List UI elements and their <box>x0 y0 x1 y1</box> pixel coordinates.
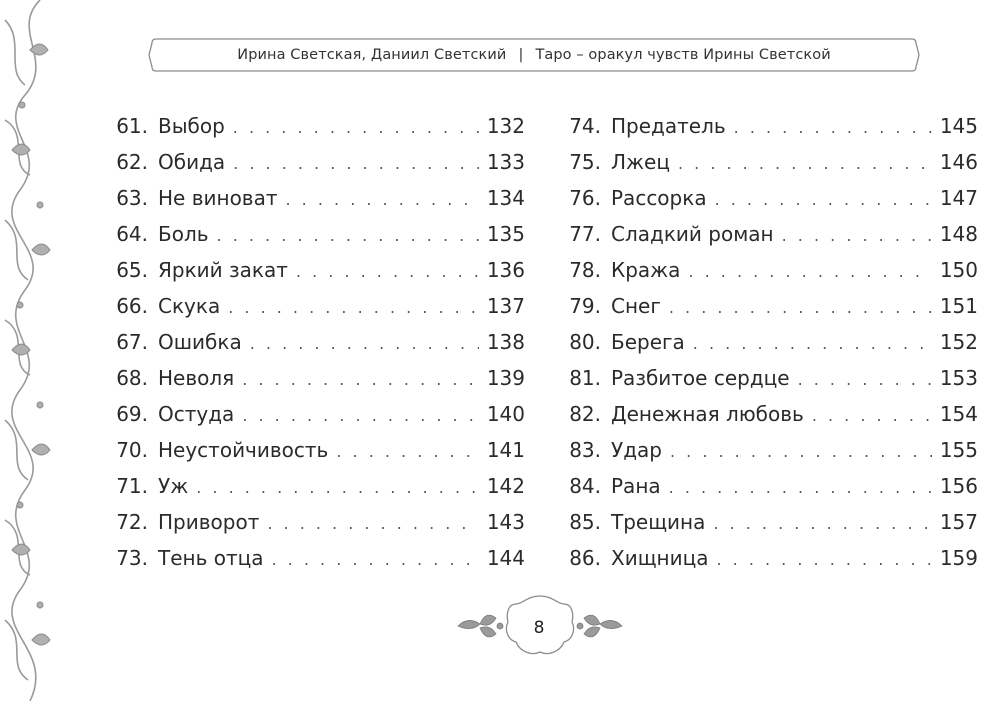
toc-leader-dots <box>688 254 931 290</box>
toc-entry <box>553 324 978 360</box>
toc-entry <box>553 396 978 432</box>
toc-entry <box>100 180 525 216</box>
toc-entry-page: 159 <box>939 546 978 570</box>
toc-entry-page: 146 <box>939 150 978 174</box>
toc-entry <box>553 252 978 288</box>
toc-entry-title: Трещина <box>611 510 706 534</box>
toc-entry <box>100 252 525 288</box>
toc-entry-number: 65. <box>116 258 148 282</box>
toc-entry-title: Скука <box>158 294 221 318</box>
toc-entry-page: 133 <box>486 150 525 174</box>
header-book-title: Таро – оракул чувств Ирины Светской <box>535 47 831 63</box>
toc-entry-page: 141 <box>486 438 525 462</box>
toc-entry-number: 61. <box>116 114 148 138</box>
toc-entry-number: 77. <box>569 222 601 246</box>
toc-entry-title: Ошибка <box>158 330 242 354</box>
toc-entry-page: 150 <box>939 258 978 282</box>
toc-entry-title: Остуда <box>158 402 235 426</box>
toc-entry <box>553 360 978 396</box>
toc-entry-title: Берега <box>611 330 685 354</box>
toc-entry-title: Неволя <box>158 366 235 390</box>
toc-entry-title: Уж <box>158 474 189 498</box>
toc-entry-number: 67. <box>116 330 148 354</box>
toc-entry-number: 78. <box>569 258 601 282</box>
toc-entry-number: 73. <box>116 546 148 570</box>
toc-column-right <box>553 108 978 576</box>
toc-entry-title: Денежная любовь <box>611 402 804 426</box>
toc-leader-dots <box>336 434 478 470</box>
toc-entry-page: 157 <box>939 510 978 534</box>
toc-entry-number: 62. <box>116 150 148 174</box>
toc-leader-dots <box>669 470 932 506</box>
toc-entry <box>553 216 978 252</box>
toc-entry <box>553 468 978 504</box>
toc-entry-page: 132 <box>486 114 525 138</box>
toc-entry-page: 153 <box>939 366 978 390</box>
toc-entry-page: 145 <box>939 114 978 138</box>
toc-leader-dots <box>716 542 931 578</box>
toc-leader-dots <box>296 254 479 290</box>
toc-entry-number: 85. <box>569 510 601 534</box>
toc-entry-page: 138 <box>486 330 525 354</box>
toc-entry-number: 71. <box>116 474 148 498</box>
toc-entry-page: 134 <box>486 186 525 210</box>
toc-entry-number: 68. <box>116 366 148 390</box>
toc-entry-number: 82. <box>569 402 601 426</box>
toc-entry-page: 135 <box>486 222 525 246</box>
toc-entry <box>553 144 978 180</box>
toc-entry-title: Рассорка <box>611 186 707 210</box>
toc-leader-dots <box>782 218 932 254</box>
toc-leader-dots <box>250 326 479 362</box>
toc-leader-dots <box>233 110 479 146</box>
toc-leader-dots <box>669 290 932 326</box>
toc-entry-page: 140 <box>486 402 525 426</box>
toc-entry-title: Рана <box>611 474 661 498</box>
header-authors: Ирина Светская, Даниил Светский <box>237 47 507 63</box>
toc-entry-number: 64. <box>116 222 148 246</box>
toc-leader-dots <box>713 506 931 542</box>
toc-entry-title: Предатель <box>611 114 726 138</box>
toc-entry <box>553 108 978 144</box>
toc-entry-number: 79. <box>569 294 601 318</box>
toc-entry-page: 143 <box>486 510 525 534</box>
toc-entry <box>100 144 525 180</box>
toc-entry-page: 152 <box>939 330 978 354</box>
toc-entry <box>553 540 978 576</box>
toc-entry-title: Разбитое сердце <box>611 366 790 390</box>
toc-leader-dots <box>693 326 932 362</box>
toc-entry-number: 72. <box>116 510 148 534</box>
toc-leader-dots <box>242 362 479 398</box>
toc-entry-title: Приворот <box>158 510 260 534</box>
toc-leader-dots <box>734 110 932 146</box>
toc-entry-number: 69. <box>116 402 148 426</box>
toc-entry-page: 156 <box>939 474 978 498</box>
toc-entry-number: 76. <box>569 186 601 210</box>
toc-entry <box>100 216 525 252</box>
toc-entry-page: 142 <box>486 474 525 498</box>
toc-leader-dots <box>228 290 479 326</box>
page-number: 8 <box>533 618 545 638</box>
toc-entry-number: 86. <box>569 546 601 570</box>
toc-leader-dots <box>715 182 932 218</box>
toc-leader-dots <box>233 146 479 182</box>
toc-entry <box>100 468 525 504</box>
toc-leader-dots <box>242 398 479 434</box>
toc-entry-title: Тень отца <box>158 546 264 570</box>
toc-entry <box>100 108 525 144</box>
toc-entry-page: 139 <box>486 366 525 390</box>
toc-leader-dots <box>670 434 932 470</box>
toc-leader-dots <box>217 218 479 254</box>
toc-entry-number: 63. <box>116 186 148 210</box>
toc-leader-dots <box>798 362 932 398</box>
toc-entry-title: Лжец <box>611 150 670 174</box>
running-header <box>148 38 920 72</box>
header-separator: | <box>518 47 524 63</box>
toc-entry-title: Снег <box>611 294 661 318</box>
toc-entry-number: 80. <box>569 330 601 354</box>
toc-entry-title: Обида <box>158 150 226 174</box>
toc-entry-number: 84. <box>569 474 601 498</box>
toc-entry <box>100 540 525 576</box>
toc-entry <box>553 180 978 216</box>
toc-entry-number: 83. <box>569 438 601 462</box>
toc-leader-dots <box>812 398 932 434</box>
toc-entry-page: 151 <box>939 294 978 318</box>
toc-entry-title: Боль <box>158 222 209 246</box>
toc-entry-page: 147 <box>939 186 978 210</box>
toc-entry-title: Кража <box>611 258 681 282</box>
toc-entry-page: 154 <box>939 402 978 426</box>
toc-entry-number: 81. <box>569 366 601 390</box>
toc-entry <box>100 324 525 360</box>
toc-entry-page: 144 <box>486 546 525 570</box>
toc-entry <box>100 288 525 324</box>
toc-entry-page: 137 <box>486 294 525 318</box>
toc-entry-title: Не виноват <box>158 186 278 210</box>
toc-entry <box>100 504 525 540</box>
toc-entry-page: 136 <box>486 258 525 282</box>
toc-entry-number: 75. <box>569 150 601 174</box>
toc-entry <box>100 396 525 432</box>
toc-entry-title: Хищница <box>611 546 709 570</box>
toc-entry-number: 74. <box>569 114 601 138</box>
toc-entry-page: 148 <box>939 222 978 246</box>
toc-entry <box>100 432 525 468</box>
toc-entry <box>100 360 525 396</box>
toc-entry-title: Выбор <box>158 114 225 138</box>
floral-border-ornament <box>0 0 62 701</box>
toc-entry <box>553 288 978 324</box>
toc-leader-dots <box>286 182 479 218</box>
toc-entry-title: Неустойчивость <box>158 438 329 462</box>
toc-leader-dots <box>267 506 478 542</box>
toc-entry-number: 66. <box>116 294 148 318</box>
toc-entry-title: Удар <box>611 438 662 462</box>
toc-entry <box>553 432 978 468</box>
toc-entry-title: Сладкий роман <box>611 222 774 246</box>
toc-entry <box>553 504 978 540</box>
toc-leader-dots <box>272 542 479 578</box>
toc-leader-dots <box>678 146 932 182</box>
toc-entry-number: 70. <box>116 438 148 462</box>
toc-entry-title: Яркий закат <box>158 258 288 282</box>
toc-entry-page: 155 <box>939 438 978 462</box>
toc-leader-dots <box>196 470 479 506</box>
toc-column-left <box>100 108 525 576</box>
